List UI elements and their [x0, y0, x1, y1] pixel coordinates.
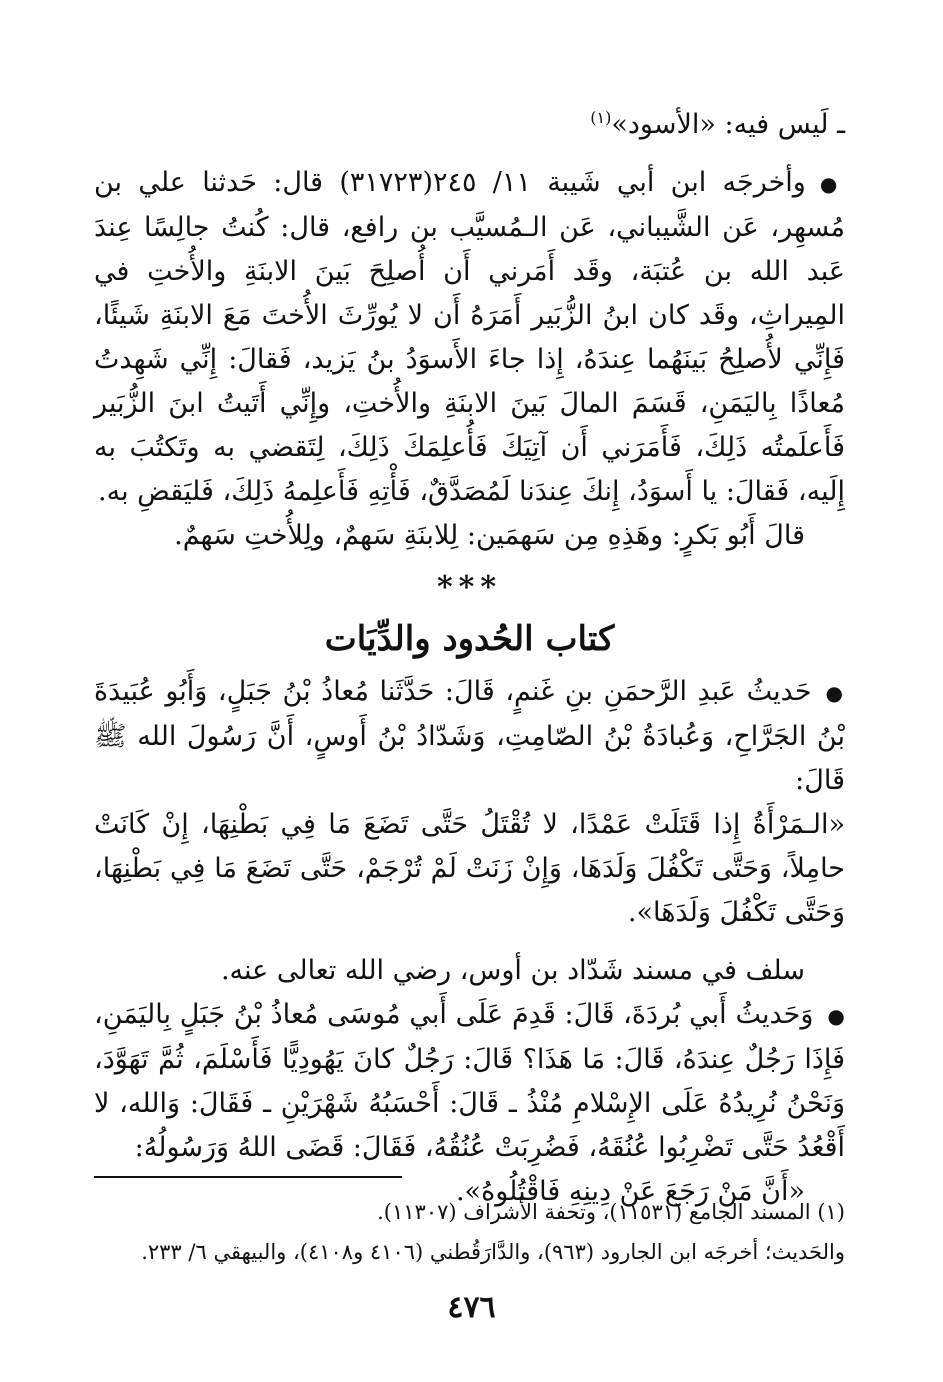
hadith-quote	[94, 803, 845, 935]
footnotes	[94, 1192, 845, 1272]
bullet-icon: ●	[825, 681, 845, 705]
paragraph-text: ـ لَيس فيه: «الأسود»	[611, 109, 845, 140]
text-paragraph	[94, 949, 845, 993]
paragraph-text: «أَنَّ مَنْ رَجَعَ عَنْ دِينِهِ فَاقْتُلُوهُ».	[455, 1176, 805, 1207]
paragraph-text: «الـمَرْأَةُ إِذا قَتَلَتْ عَمْدًا، لا تُقْتَلُ حَتَّى تَضَعَ مَا فِي بَطْنِهَا، إِنْ كَانَتْ حامِلاً، وَحَتَّى تَكْفُلَ وَلَدَهَا، وَإِنْ زَنَتْ لَمْ تُرْجَمْ، حَتَّى تَضَعَ مَا فِي بَطْنِهَا، وَحَتَّى تَكْفُلَ وَلَدَهَا».	[94, 809, 845, 928]
section-separator: ***	[436, 570, 503, 605]
paragraph-text: قالَ أَبُو بَكرٍ: وهَذِهِ مِن سَهمَين: لِلابنَةِ سَهمٌ، ولِلأُختِ سَهمٌ.	[174, 520, 805, 551]
footnote-ref: (١)	[590, 108, 612, 127]
paragraph-text: وأخرجَه ابن أبي شَيبة ١١/ ٢٤٥(٣١٧٢٣) قال: حَدثنا علي بن مُسهِر، عَن الشَّيباني، عَن الـمُسيَّب بن رافع، قال: كُنتُ جالِسًا عِندَ عَبد الله بن عُتبَة، وقَد أَمَرني أَن أُصلِحَ بَينَ الابنَةِ والأُختِ في المِيراثِ، وقَد كان ابنُ الزُّبَير أَمَرَهُ أَن لا يُورِّثَ الأُختَ مَعَ الابنَةِ شَيئًا، فَإِنِّي لأُصلِحُ بَينَهُما عِندَهُ، إِذا جاءَ الأَسوَدُ بنُ يَزيد، فَقالَ: إِنِّي شَهِدتُ مُعاذًا بِاليَمَنِ، قَسَمَ المالَ بَينَ الابنَةِ والأُختِ، وإِنِّي أَتَيتُ ابنَ الزُّبَير فَأَعلَمتُه ذَلِكَ، فَأَمَرَني أَن آتِيَكَ فَأُعلِمَكَ ذَلِكَ، لِتَقضي به وتَكتُبَ به إِلَيه، فَقالَ: يا أَسوَدُ، إِنكَ عِندَنا لَمُصَدَّقٌ، فَأْتِهِ فَأَعلِمهُ ذَلِكَ، فَليَقضِ به.	[94, 167, 845, 507]
text-paragraph	[94, 514, 845, 558]
paragraph-text: سلف في مسند شَدّاد بن أوس، رضي الله تعالى عنه.	[220, 955, 805, 986]
paragraph-text: حَديثُ عَبدِ الرَّحمَنِ بنِ غَنمٍ، قَالَ: حَدَّثَنا مُعاذُ بْنُ جَبَلٍ، وَأَبُو عُبَيدَةَ بْنُ الجَرَّاحِ، وَعُبادَةُ بْنُ الصّامِتِ، وَشَدّادُ بْنُ أَوسٍ، أَنَّ رَسُولَ الله ﷺ قَالَ:	[94, 676, 845, 796]
hadith-paragraph	[94, 670, 845, 803]
bullet-icon: ●	[827, 1004, 845, 1028]
text-paragraph	[94, 96, 845, 147]
paragraph-text: وَحَديثُ أَبي بُردَةَ، قَالَ: قَدِمَ عَلَى أَبي مُوسَى مُعاذُ بْنُ جَبَلٍ بِاليَمَنِ، فَإِذَا رَجُلٌ عِندَهُ، قَالَ: مَا هَذَا؟ قَالَ: رَجُلٌ كانَ يَهُودِيًّا فَأَسْلَمَ، ثُمَّ تَهَوَّدَ، وَنَحْنُ نُرِيدُهُ عَلَى الإِسْلامِ مُنْذُ ـ قَالَ: أَحْسَبُهُ شَهْرَيْنِ ـ فَقَالَ: وَالله، لا أَقْعُدُ حَتَّى تَضْرِبُوا عُنُقَهُ، فَضُرِبَتْ عُنُقُهُ، فَقَالَ: قَضَى اللهُ وَرَسُولُهُ:	[94, 999, 845, 1163]
page-number: ٤٧٦	[447, 1290, 496, 1325]
hadith-paragraph	[94, 993, 845, 1170]
footnote-item: والحَديث؛ أخرجَه ابن الجارود (٩٦٣)، والدَّارَقُطني (٤١٠٦ و٤١٠٨)، والبيهقي ٦/ ٢٣٣.	[141, 1240, 845, 1264]
footnote-divider	[94, 1176, 402, 1178]
chapter-title: كتاب الحُدود والدِّيَات	[324, 619, 615, 659]
footnote-item: (١) المسند الجامع (١١٥٣١)، وتحفة الأشراف (١١٣٠٧).	[377, 1200, 845, 1224]
bullet-icon: ●	[819, 172, 846, 196]
hadith-paragraph	[94, 161, 845, 514]
